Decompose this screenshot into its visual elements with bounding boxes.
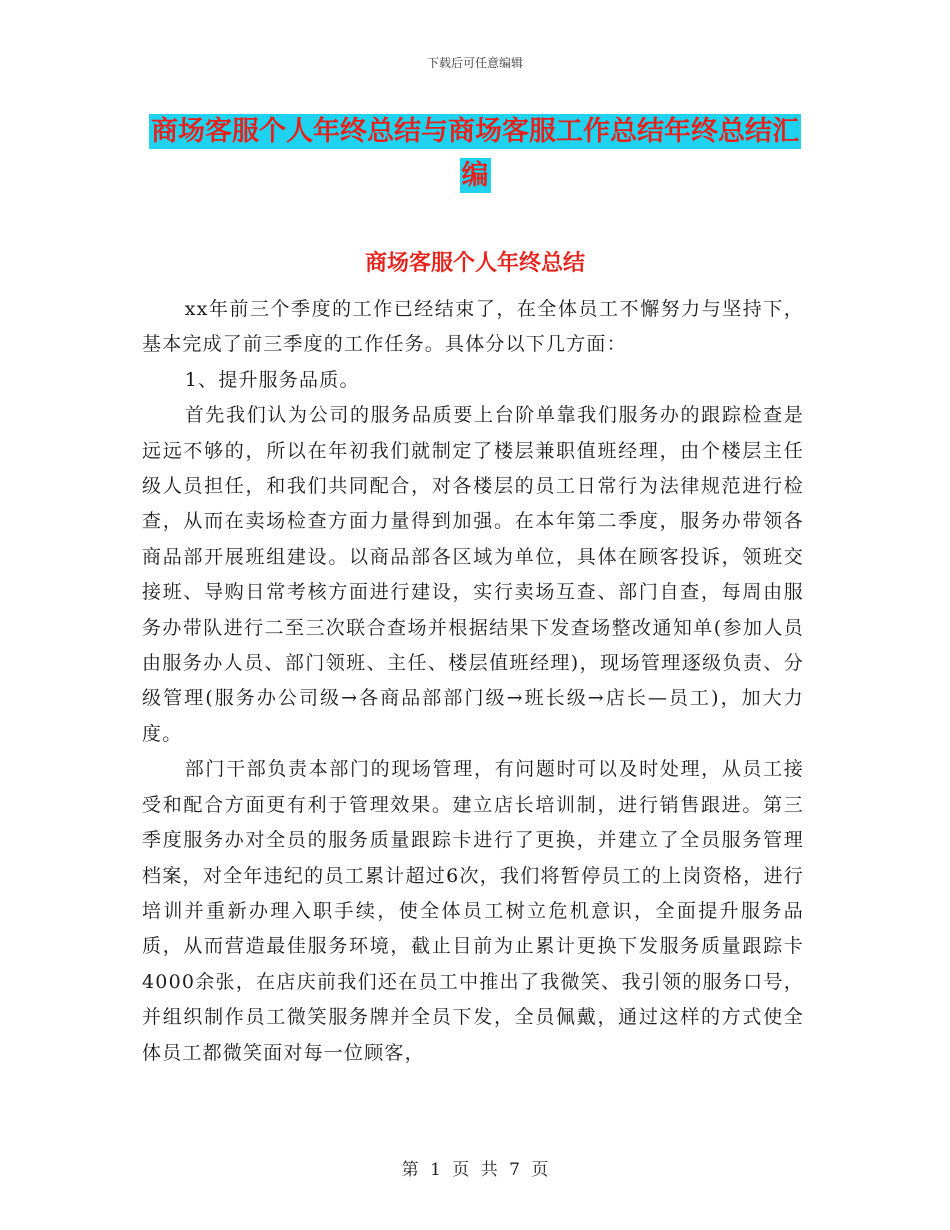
paragraph-department-management: 部门干部负责本部门的现场管理，有问题时可以及时处理，从员工接受和配合方面更有利于管理效果。建立店长培训制，进行销售跟进。第三季度服务办对全员的服务质量跟踪卡进行了更换，并建立了全员服务管理档案，对全年违纪的员工累计超过6次，我们将暂停员工的上岗资格，进行培训并重新办理入职手续，使全体员工树立危机意识，全面提升服务品质，从而营造最佳服务环境，截止目前为止累计更换下发服务质量跟踪卡4000余张，在店庆前我们还在员工中推出了我微笑、我引领的服务口号，并组织制作员工微笑服务牌并全员下发，全员佩戴，通过这样的方式使全体员工都微笑面对每一位顾客， [142, 758, 804, 1064]
section-title: 商场客服个人年终总结 [364, 251, 585, 276]
paragraph-heading-1: 1、提升服务品质。 [184, 368, 360, 391]
document-title [140, 110, 810, 198]
header-note: 下载后可任意编辑 [426, 56, 523, 70]
page-footer: 第 1 页 共 7 页 [401, 1160, 549, 1180]
document-title-text: 商场客服个人年终总结与商场客服工作总结年终总结汇编 [151, 116, 799, 191]
paragraph-intro: xx年前三个季度的工作已经结束了，在全体员工不懈努力与坚持下，基本完成了前三季度的工作任务。具体分以下几方面： [142, 298, 804, 356]
paragraph-service-quality: 首先我们认为公司的服务品质要上台阶单靠我们服务办的跟踪检查是远远不够的，所以在年初我们就制定了楼层兼职值班经理，由个楼层主任级人员担任，和我们共同配合，对各楼层的员工日常行为法律规范进行检查，从而在卖场检查方面力量得到加强。在本年第二季度，服务办带领各商品部开展班组建设。以商品部各区域为单位，具体在顾客投诉，领班交接班、导购日常考核方面进行建设，实行卖场互查、部门自查，每周由服务办带队进行二至三次联合查场并根据结果下发查场整改通知单(参加人员由服务办人员、部门领班、主任、楼层值班经理)，现场管理逐级负责、分级管理(服务办公司级→各商品部部门级→班长级→店长—员工)，加大力度。 [142, 404, 804, 745]
document-body [142, 292, 804, 1071]
